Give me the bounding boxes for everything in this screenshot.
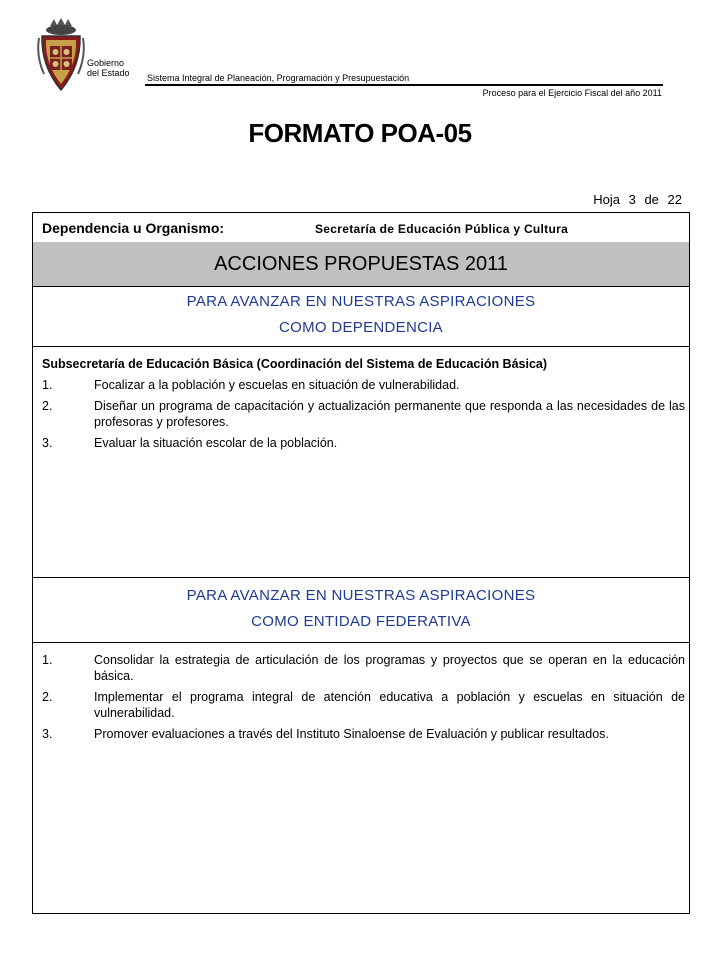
page-current: 3	[628, 192, 636, 207]
state-seal-icon	[36, 16, 86, 96]
list-item	[42, 689, 685, 721]
page-title: FORMATO POA-05	[248, 118, 472, 148]
list-item-text: Consolidar la estrategia de articulación de los programas y proyectos que se operan en la educación básica.	[94, 653, 685, 683]
section2-body	[42, 652, 685, 747]
acciones-title: ACCIONES PROPUESTAS 2011	[33, 242, 689, 287]
page-total: 22	[667, 192, 682, 207]
page-label: Hoja	[593, 192, 620, 207]
dependencia-value: Secretaría de Educación Pública y Cultura	[315, 222, 569, 236]
system-name: Sistema Integral de Planeación, Programación y Presupuestación	[147, 73, 410, 83]
list-item-text: Implementar el programa integral de atención educativa a población y escuelas en situación de vulnerabilidad.	[94, 690, 685, 720]
header-divider	[145, 84, 663, 86]
list-item-text: Focalizar a la población y escuelas en situación de vulnerabilidad.	[94, 378, 460, 392]
list-item-number: 2.	[42, 399, 53, 413]
gobierno-line1: Gobierno	[87, 58, 125, 68]
dependencia-row	[33, 213, 689, 243]
section2-heading-line1: PARA AVANZAR EN NUESTRAS ASPIRACIONES	[186, 587, 536, 604]
gobierno-label	[87, 58, 130, 78]
gobierno-line2: del Estado	[87, 68, 130, 78]
page-of-label: de	[644, 192, 659, 207]
list-item-text: Diseñar un programa de capacitación y actualización permanente que responda a las necesidades de las profesoras y profesores.	[94, 399, 685, 429]
section-divider	[33, 577, 689, 578]
list-item-number: 1.	[42, 653, 53, 667]
section1-heading	[33, 289, 689, 341]
list-item	[42, 398, 685, 430]
process-label: Proceso para el Ejercicio Fiscal del año 2011	[482, 88, 662, 98]
list-item	[42, 435, 685, 451]
section1-divider	[33, 346, 689, 347]
list-item-number: 3.	[42, 436, 53, 450]
form-frame	[32, 212, 690, 914]
section2-divider	[33, 642, 689, 643]
section1-heading-line2: COMO DEPENDENCIA	[279, 319, 443, 336]
list-item-number: 1.	[42, 378, 53, 392]
section1-heading-line1: PARA AVANZAR EN NUESTRAS ASPIRACIONES	[186, 293, 536, 310]
list-item-number: 3.	[42, 727, 53, 741]
page-counter	[593, 192, 682, 207]
dependencia-label: Dependencia u Organismo:	[42, 220, 225, 236]
list-item	[42, 377, 685, 393]
list-item	[42, 726, 685, 742]
section1-body	[42, 356, 685, 456]
list-item	[42, 652, 685, 684]
list-item-number: 2.	[42, 690, 53, 704]
list-item-text: Promover evaluaciones a través del Instituto Sinaloense de Evaluación y publicar resultados.	[94, 727, 609, 741]
section2-heading-line2: COMO ENTIDAD FEDERATIVA	[251, 613, 471, 630]
list-item-text: Evaluar la situación escolar de la población.	[94, 436, 338, 450]
section2-heading	[33, 583, 689, 635]
section1-subtitle: Subsecretaría de Educación Básica (Coordinación del Sistema de Educación Básica)	[42, 357, 548, 371]
